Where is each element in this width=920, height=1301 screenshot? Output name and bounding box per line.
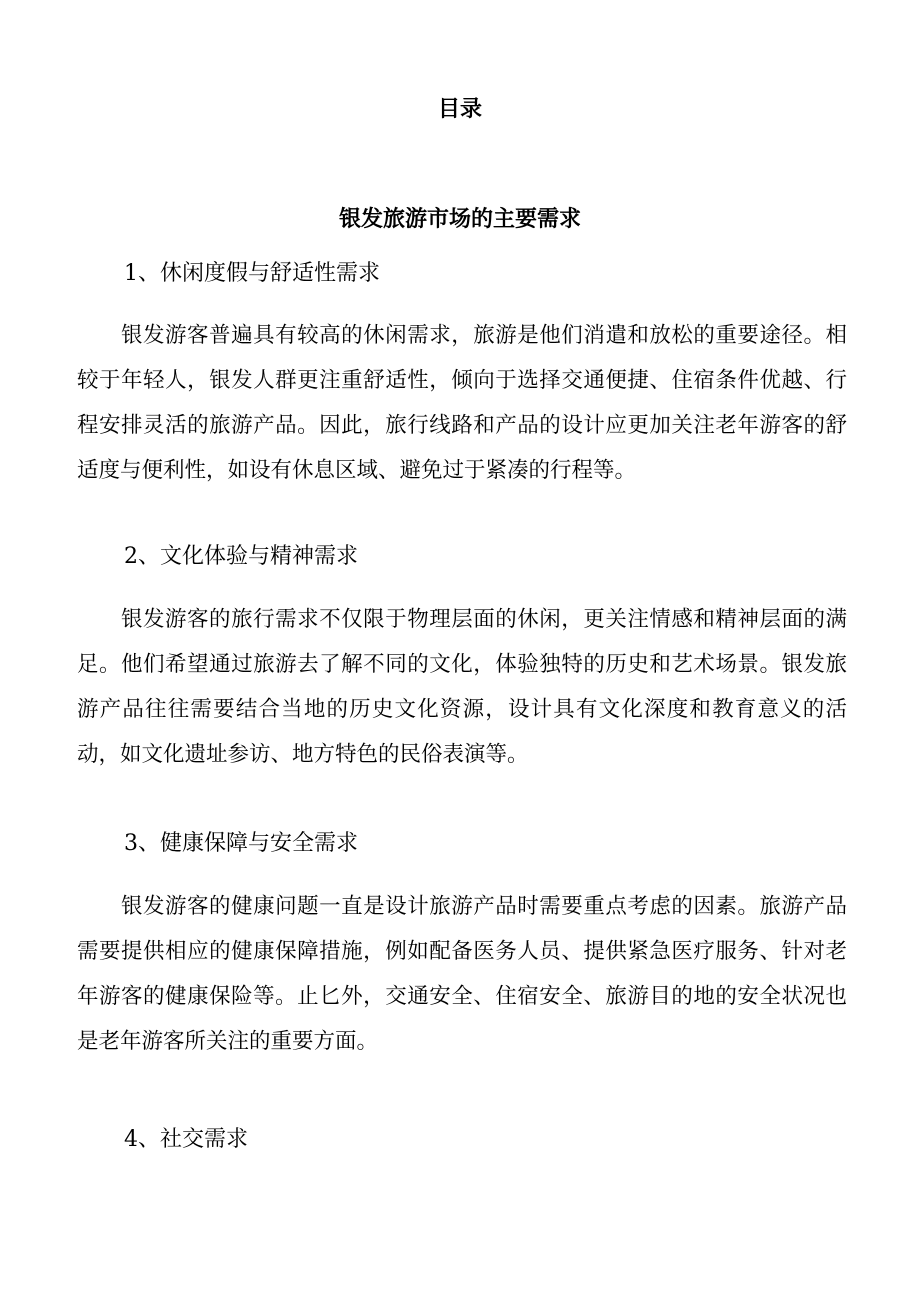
- section-paragraph-3: 银发游客的健康问题一直是设计旅游产品时需要重点考虑的因素。旅游产品需要提供相应的健康保障措施，例如配备医务人员、提供紧急医疗服务、针对老年游客的健康保险等。止匕外，交通安全、住宿安全、旅游目的地的安全状况也是老年游客所关注的重要方面。: [77, 894, 847, 1054]
- document-title: 银发旅游市场的主要需求: [338, 207, 581, 232]
- section-heading-4: 4、社交需求: [124, 1127, 248, 1152]
- section-heading-1: 1、休闲度假与舒适性需求: [124, 261, 380, 286]
- section-heading-2: 2、文化体验与精神需求: [124, 544, 358, 569]
- section-paragraph-2: 银发游客的旅行需求不仅限于物理层面的休闲，更关注情感和精神层面的满足。他们希望通过旅游去了解不同的文化，体验独特的历史和艺术场景。银发旅游产品往往需要结合当地的历史文化资源，设计具有文化深度和教育意义的活动，如文化遗址参访、地方特色的民俗表演等。: [77, 607, 847, 767]
- section-heading-3: 3、健康保障与安全需求: [124, 831, 358, 856]
- section-paragraph-1: 银发游客普遍具有较高的休闲需求，旅游是他们消遣和放松的重要途径。相较于年轻人，银发人群更注重舒适性，倾向于选择交通便捷、住宿条件优越、行程安排灵活的旅游产品。因此，旅行线路和产品的设计应更加关注老年游客的舒适度与便利性，如设有休息区域、避免过于紧凑的行程等。: [77, 323, 847, 483]
- toc-title: 目录: [437, 97, 482, 122]
